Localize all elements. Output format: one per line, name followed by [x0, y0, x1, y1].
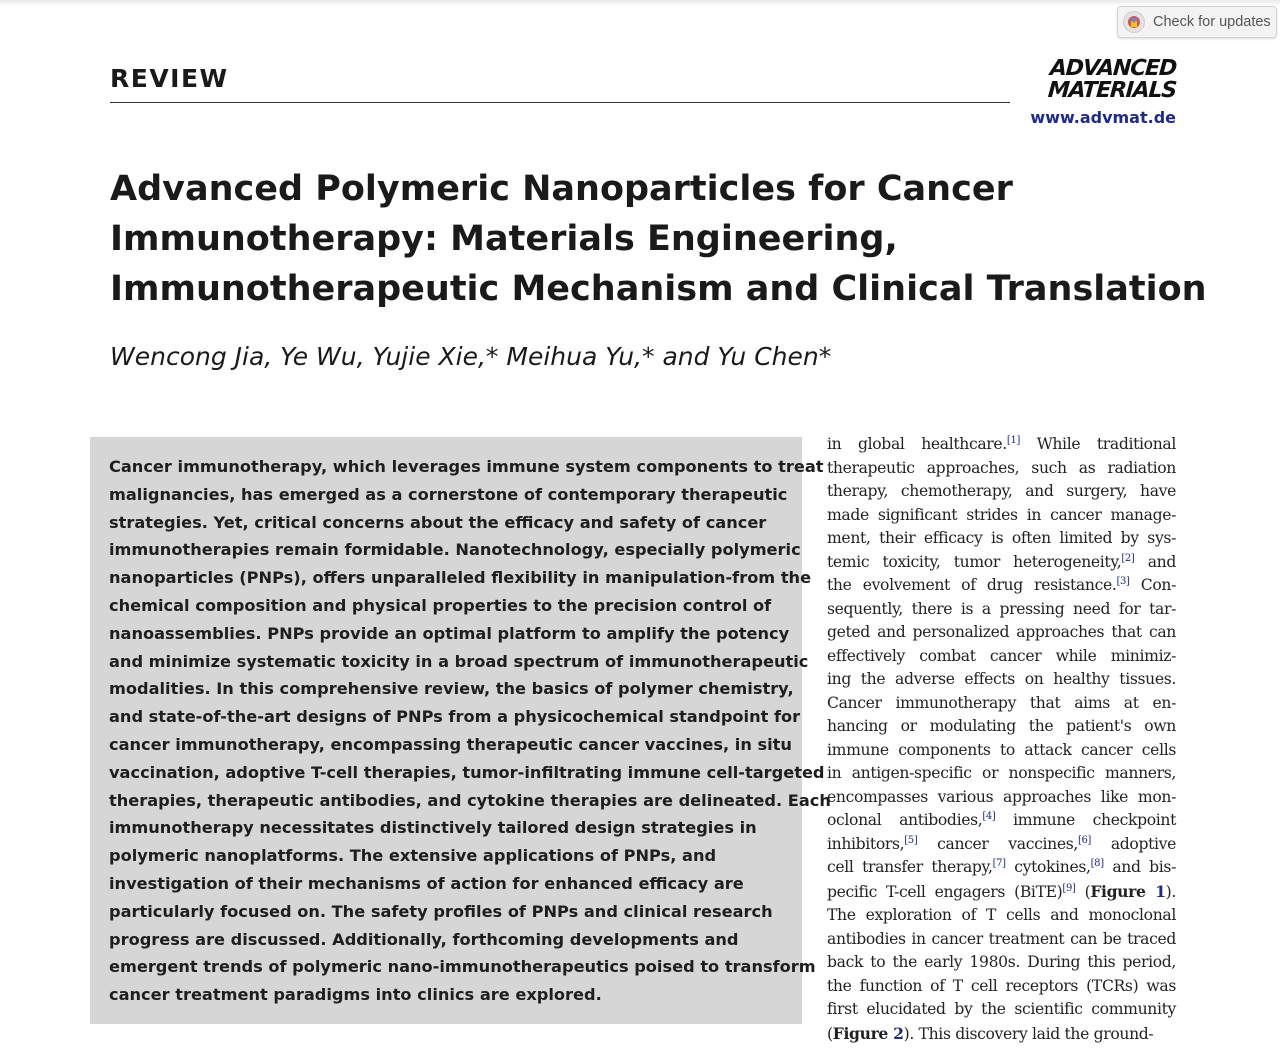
abstract-line: and state-of-the-art designs of PNPs from a physicochemical standpoint for [109, 707, 801, 727]
abstract-line: modalities. In this comprehensive review, the basics of polymer chemistry, [109, 679, 794, 699]
body-text: temic toxicity, tumor heterogeneity, [827, 552, 1122, 571]
citation-link[interactable]: [9] [1062, 882, 1076, 894]
body-line: therapy, chemotherapy, and surgery, have [827, 482, 1176, 500]
check-for-updates-button[interactable] [1117, 6, 1277, 38]
journal-url-link[interactable]: www.advmat.de [1030, 108, 1176, 127]
body-text: pecific T-cell engagers (BiTE) [827, 882, 1063, 901]
abstract-line: cancer treatment paradigms into clinics are explored. [109, 985, 602, 1005]
author-list: Wencong Jia, Ye Wu, Yujie Xie,* Meihua Yu,* and Yu Chen* [110, 342, 832, 371]
body-text: Con- [1129, 576, 1176, 594]
body-line: ment, their efficacy is often limited by sys- [827, 529, 1176, 547]
citation-link[interactable]: [6] [1077, 834, 1092, 846]
abstract-line: immunotherapies remain formidable. Nanotechnology, especially polymeric [109, 540, 801, 560]
abstract-line: emergent trends of polymeric nano-immunotherapeutics poised to transform [109, 957, 816, 977]
abstract-line: and minimize systematic toxicity in a broad spectrum of immunotherapeutic [109, 651, 809, 671]
citation-link[interactable]: [2] [1121, 552, 1135, 564]
article-title [110, 164, 1207, 314]
abstract-box [90, 437, 831, 1024]
body-text: While traditional [1020, 435, 1176, 453]
abstract-line: investigation of their mechanisms of action for enhanced efficacy are [109, 873, 744, 893]
body-line: hancing or modulating the patient's own [827, 717, 1176, 735]
body-text: immune checkpoint [995, 811, 1176, 829]
abstract-line: nanoparticles (PNPs), offers unparalleled flexibility in manipulation-from the [109, 568, 812, 588]
figure-1-link[interactable] [1090, 882, 1165, 901]
figure-ref-number: 2 [893, 1023, 904, 1043]
body-line: geted and personalized approaches that can [827, 623, 1176, 641]
body-line: therapeutic approaches, such as radiation [827, 458, 1176, 477]
body-line: immune components to attack cancer cells [827, 740, 1176, 759]
body-line [827, 833, 1176, 857]
title-line: Immunotherapy: Materials Engineering, [110, 219, 898, 259]
abstract-line: Cancer immunotherapy, which leverages immune system components to treat [109, 457, 824, 476]
abstract-line: therapies, therapeutic antibodies, and cytokine therapies are delineated. Each [109, 790, 831, 810]
header-divider [110, 102, 1010, 103]
title-line: Advanced Polymeric Nanoparticles for Cancer [110, 169, 1013, 209]
journal-name-line2: MATERIALS [1047, 78, 1177, 103]
abstract-line: cancer immunotherapy, encompassing therapeutic cancer vaccines, in situ [109, 734, 792, 754]
check-for-updates-label: Check for updates [1153, 14, 1271, 30]
body-text: cytokines, [1005, 858, 1091, 876]
crossmark-icon [1123, 11, 1145, 33]
body-text: cancer vaccines, [917, 834, 1078, 853]
figure-ref-number: 1 [1155, 881, 1166, 901]
body-line: in antigen-specific or nonspecific manners, [827, 764, 1176, 782]
body-text: ( [1075, 882, 1091, 901]
body-text: and [1134, 552, 1176, 571]
body-text: cell transfer therapy, [827, 858, 993, 876]
abstract-line: nanoassemblies. PNPs provide an optimal platform to amplify the potency [109, 623, 790, 643]
figure-ref-word: Figure [832, 1023, 894, 1043]
citation-link[interactable]: [4] [982, 811, 996, 822]
body-text: ( [827, 1024, 833, 1043]
abstract-line: immunotherapy necessitates distinctively tailored design strategies in [109, 818, 757, 838]
body-text: ). This discovery laid the ground- [903, 1024, 1154, 1043]
body-text: the evolvement of drug resistance. [827, 576, 1117, 594]
title-line: Immunotherapeutic Mechanism and Clinical Translation [110, 269, 1207, 309]
body-text: inhibitors, [827, 834, 905, 853]
body-line: encompasses various approaches like mon- [827, 787, 1176, 806]
body-line [827, 856, 1176, 880]
citation-link[interactable]: [7] [992, 858, 1006, 869]
journal-name-line1: ADVANCED [1049, 56, 1177, 81]
body-line: sequently, there is a pressing need for tar- [827, 599, 1176, 618]
body-line [827, 880, 1176, 905]
body-line [827, 551, 1176, 575]
body-line: Cancer immunotherapy that aims at en- [827, 693, 1176, 712]
abstract-line: vaccination, adoptive T-cell therapies, tumor-infiltrating immune cell-targeted [109, 762, 825, 782]
citation-link[interactable]: [5] [904, 834, 918, 846]
abstract-line: polymeric nanoplatforms. The extensive applications of PNPs, and [109, 846, 717, 866]
body-text: ). [1165, 882, 1176, 901]
figure-2-link[interactable] [833, 1024, 904, 1043]
citation-link[interactable]: [1] [1006, 435, 1021, 446]
abstract-line: chemical composition and physical properties to the precision control of [109, 595, 772, 615]
abstract-line: progress are discussed. Additionally, forthcoming developments and [109, 929, 739, 949]
body-text: oclonal antibodies, [827, 811, 983, 829]
body-line [827, 1022, 1176, 1047]
body-line: ing the adverse effects on healthy tissues. [827, 670, 1176, 688]
body-line: effectively combat cancer while minimiz- [827, 646, 1176, 665]
body-line [827, 574, 1176, 598]
viewer-top-edge [0, 0, 1280, 6]
body-line [827, 809, 1176, 833]
body-line: the function of T cell receptors (TCRs) was [827, 976, 1176, 995]
body-line: antibodies in cancer treatment can be traced [827, 929, 1176, 948]
citation-link[interactable]: [8] [1090, 858, 1104, 869]
body-line: The exploration of T cells and monoclonal [827, 906, 1176, 924]
abstract-line: malignancies, has emerged as a cornerstone of contemporary therapeutic [109, 484, 788, 504]
body-text: in global healthcare. [827, 435, 1007, 453]
body-text: adoptive [1091, 834, 1176, 853]
body-line: made significant strides in cancer manage- [827, 505, 1176, 524]
abstract-line: particularly focused on. The safety profiles of PNPs and clinical research [109, 901, 773, 921]
body-text-column [827, 433, 1176, 1046]
citation-link[interactable]: [3] [1116, 576, 1130, 587]
body-text: and bis- [1103, 858, 1176, 876]
section-label: REVIEW [110, 64, 229, 93]
body-line [827, 433, 1176, 457]
body-line: first elucidated by the scientific community [827, 1000, 1176, 1018]
abstract-line: strategies. Yet, critical concerns about the efficacy and safety of cancer [109, 512, 767, 532]
figure-ref-word: Figure [1090, 881, 1156, 901]
body-line: back to the early 1980s. During this period, [827, 953, 1176, 971]
journal-logo [1010, 58, 1176, 127]
